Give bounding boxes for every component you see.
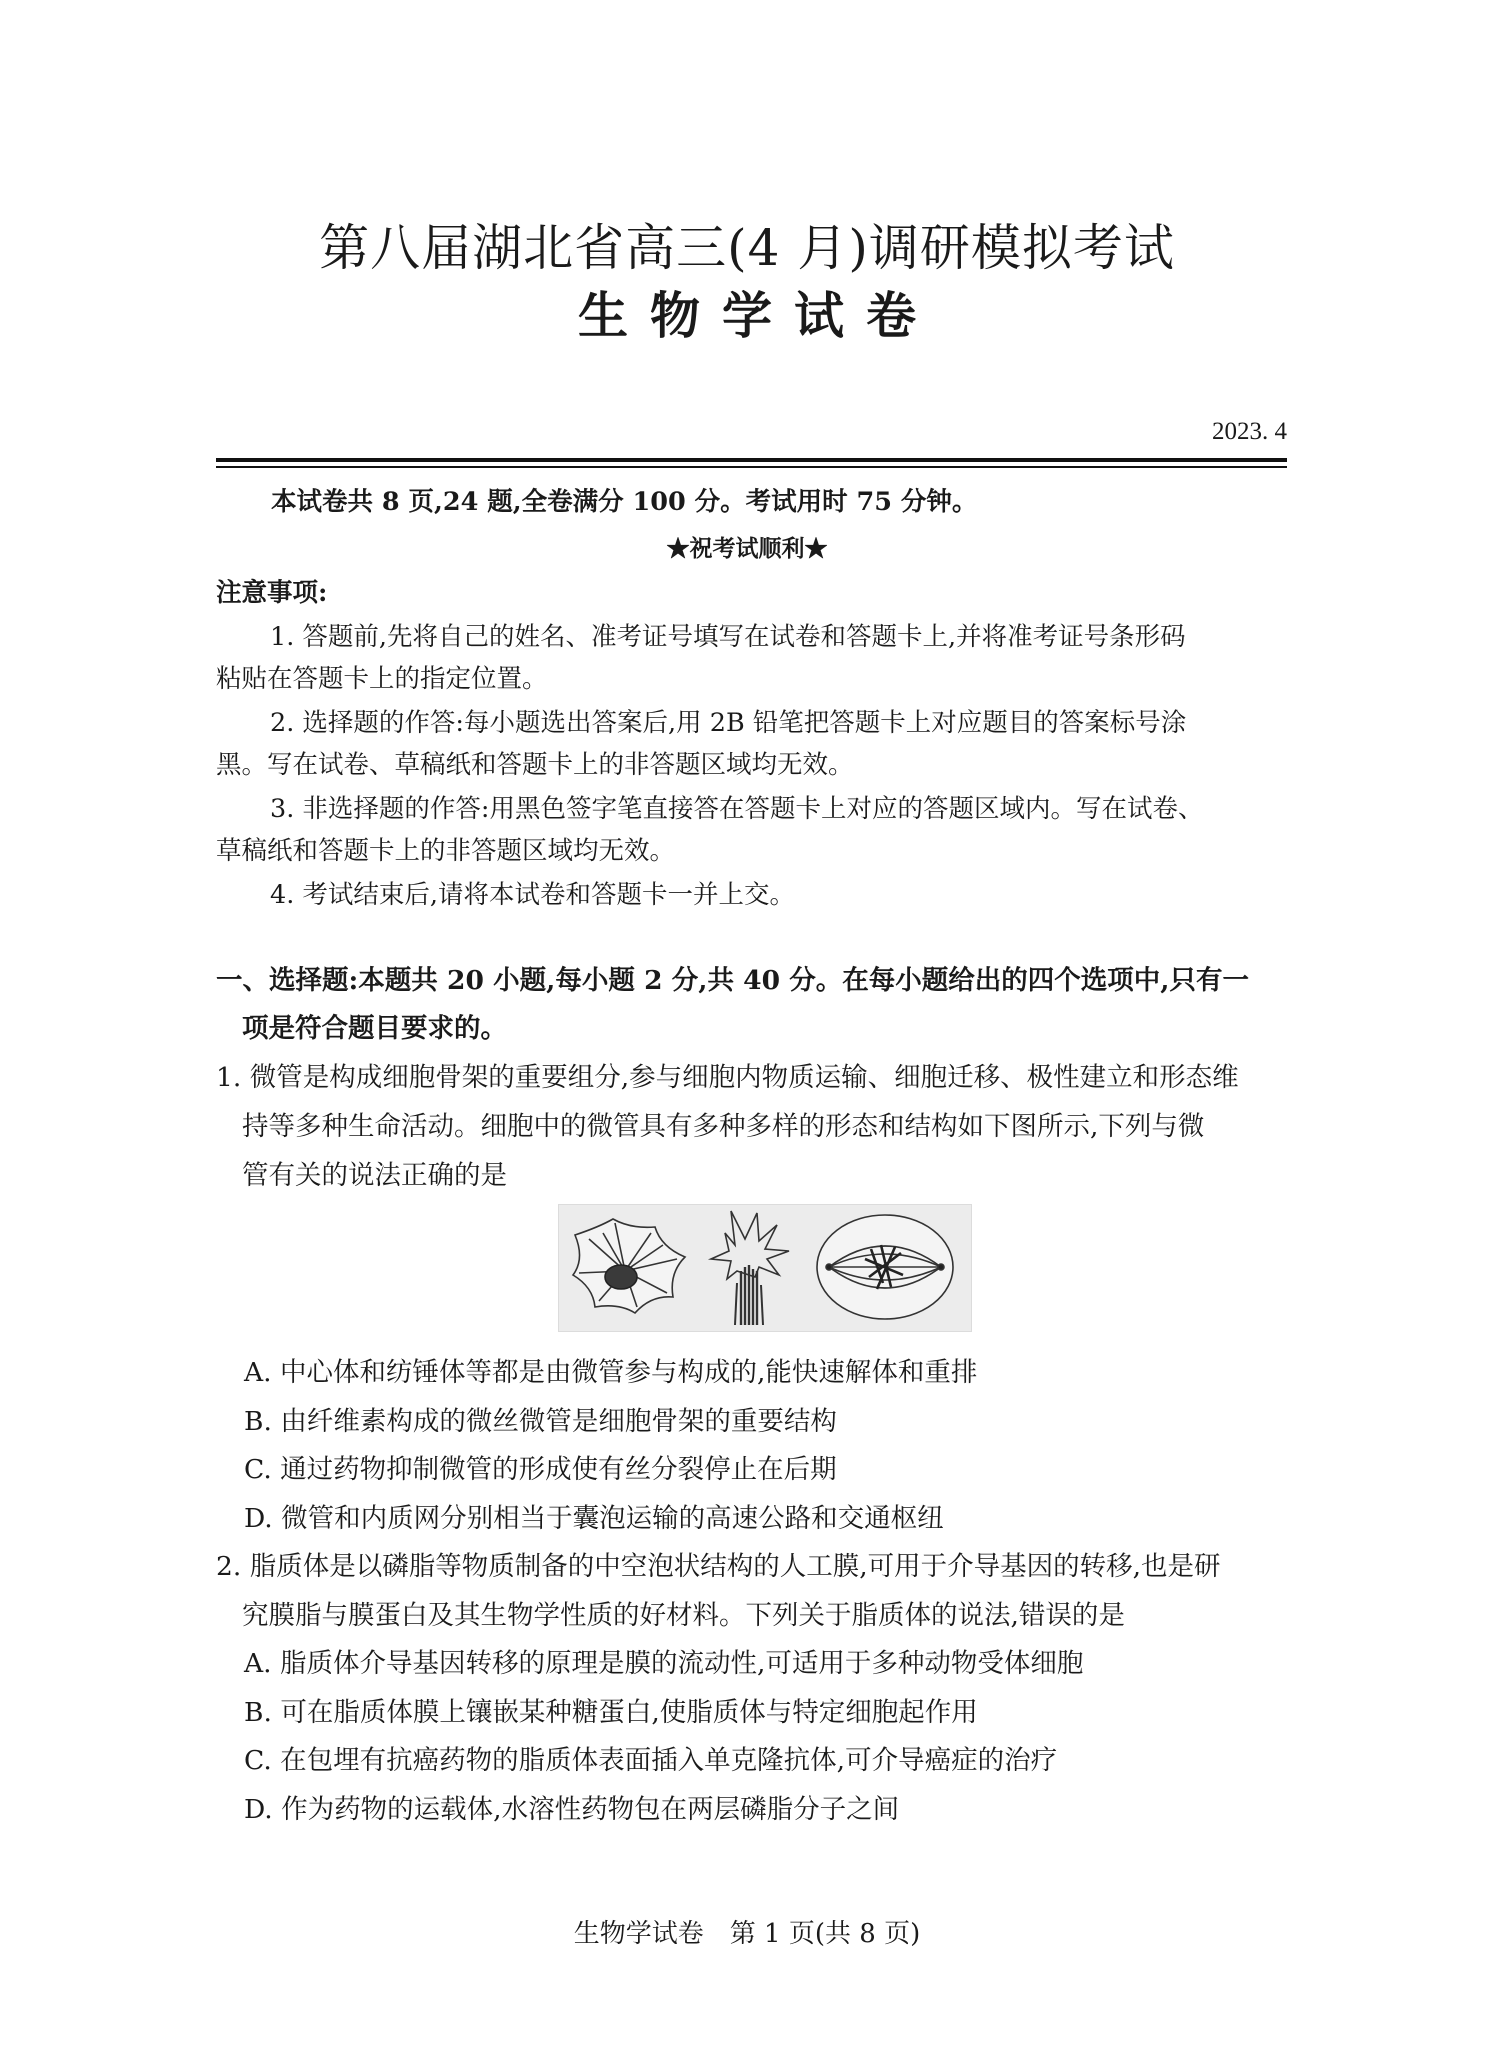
microtubule-figure <box>558 1204 972 1332</box>
section-1-heading-line-2: 项是符合题目要求的。 <box>242 1013 507 1044</box>
cell-with-centrosome <box>573 1219 685 1313</box>
q2-option-b: B. 可在脂质体膜上镶嵌某种糖蛋白,使脂质体与特定细胞起作用 <box>244 1697 978 1728</box>
q2-stem-line-1: 2. 脂质体是以磷脂等物质制备的中空泡状结构的人工膜,可用于介导基因的转移,也是研 <box>216 1551 1221 1582</box>
q2-option-d: D. 作为药物的运载体,水溶性药物包在两层磷脂分子之间 <box>244 1794 900 1825</box>
exam-date: 2023. 4 <box>1212 418 1287 445</box>
microtubule-figure-drawing <box>559 1205 971 1331</box>
cilium-bundle <box>711 1211 789 1325</box>
q2-option-a: A. 脂质体介导基因转移的原理是膜的流动性,可适用于多种动物受体细胞 <box>244 1648 1084 1679</box>
q1-stem-line-3: 管有关的说法正确的是 <box>242 1160 507 1191</box>
page-footer: 生物学试卷 第 1 页(共 8 页) <box>573 1919 921 1949</box>
q2-option-c: C. 在包埋有抗癌药物的脂质体表面插入单克隆抗体,可介导癌症的治疗 <box>244 1745 1058 1776</box>
notice-item-2-line-1: 2. 选择题的作答:每小题选出答案后,用 2B 铅笔把答题卡上对应题目的答案标号涂 <box>270 708 1187 738</box>
q1-option-a: A. 中心体和纺锤体等都是由微管参与构成的,能快速解体和重排 <box>244 1357 978 1388</box>
notice-item-2-line-2: 黑。写在试卷、草稿纸和答题卡上的非答题区域均无效。 <box>216 750 854 780</box>
blessing: ★祝考试顺利★ <box>666 535 828 562</box>
notice-heading: 注意事项: <box>216 578 328 608</box>
q1-option-c: C. 通过药物抑制微管的形成使有丝分裂停止在后期 <box>244 1454 837 1485</box>
exam-title: 第八届湖北省高三(4 月)调研模拟考试 <box>319 219 1175 277</box>
section-1-heading-line-1: 一、选择题:本题共 20 小题,每小题 2 分,共 40 分。在每小题给出的四个选项中,只有一 <box>216 965 1250 996</box>
notice-item-1-line-2: 粘贴在答题卡上的指定位置。 <box>216 664 548 694</box>
q2-stem-line-2: 究膜脂与膜蛋白及其生物学性质的好材料。下列关于脂质体的说法,错误的是 <box>242 1600 1125 1631</box>
spindle-cell <box>817 1215 953 1319</box>
notice-item-4: 4. 考试结束后,请将本试卷和答题卡一并上交。 <box>270 880 796 910</box>
notice-item-3-line-1: 3. 非选择题的作答:用黑色签字笔直接答在答题卡上对应的答题区域内。写在试卷、 <box>270 794 1204 824</box>
exam-summary: 本试卷共 8 页,24 题,全卷满分 100 分。考试用时 75 分钟。 <box>271 487 978 517</box>
notice-item-1-line-1: 1. 答题前,先将自己的姓名、准考证号填写在试卷和答题卡上,并将准考证号条形码 <box>270 622 1186 652</box>
header-rule-thin <box>216 466 1287 468</box>
notice-item-3-line-2: 草稿纸和答题卡上的非答题区域均无效。 <box>216 836 676 866</box>
q1-stem-line-2: 持等多种生命活动。细胞中的微管具有多种多样的形态和结构如下图所示,下列与微 <box>242 1111 1205 1142</box>
q1-option-d: D. 微管和内质网分别相当于囊泡运输的高速公路和交通枢纽 <box>244 1503 944 1534</box>
exam-subtitle: 生物学试卷 <box>578 286 938 345</box>
q1-option-b: B. 由纤维素构成的微丝微管是细胞骨架的重要结构 <box>244 1406 837 1437</box>
header-rule-thick <box>216 458 1287 462</box>
q1-stem-line-1: 1. 微管是构成细胞骨架的重要组分,参与细胞内物质运输、细胞迁移、极性建立和形态维 <box>216 1062 1239 1093</box>
